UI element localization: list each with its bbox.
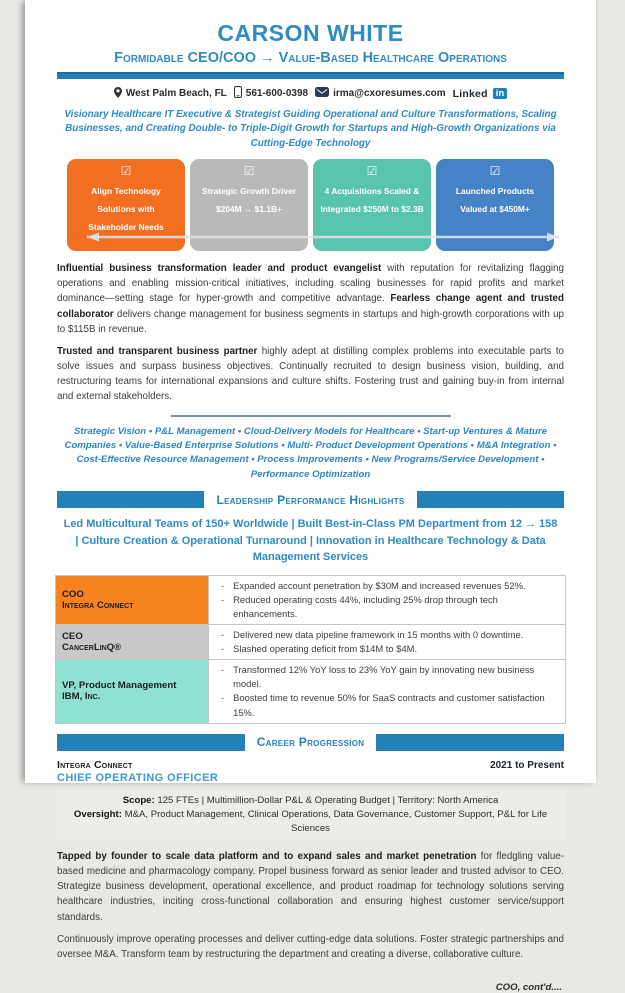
achievement-item: - Transformed 12% YoY loss to 23% YoY gain by innovating new business model.: [221, 664, 535, 690]
header-bar-left: [57, 491, 204, 508]
location-text: West Palm Beach, FL: [125, 88, 227, 99]
header-rule: [57, 72, 564, 79]
resume-page: [25, 0, 597, 993]
highlight-box-acquisitions: [313, 159, 431, 251]
oversight-line: Oversight: M&A, Product Management, Clinical Operations, Data Governance, Customer Support, P&L for Life Sciences: [73, 809, 548, 835]
highlight-boxes-row: [67, 159, 554, 251]
core-competencies: Strategic Vision • P&L Management • Cloud-Delivery Models for Healthcare • Start-up Ventures & Mature Companies • Value-Based Enterprise Solutions • Multi- Product Development Operations • M&A Integration • Cost-Effective Resource Management • Process Improvements • New Programs/Service Development • Performance Optimization: [64, 425, 557, 480]
role-title: CEO: [62, 631, 83, 643]
achievement-item: - Reduced operating costs 44%, including 25% drop through tech enhancements.: [221, 593, 498, 619]
phone-icon: [234, 86, 242, 101]
highlight-box-align-technology: [67, 159, 185, 251]
checkbox-icon: ☑: [120, 164, 132, 179]
email-icon: [315, 87, 329, 100]
email-text[interactable]: irma@cxoresumes.com: [333, 88, 446, 99]
highlights-table: [55, 575, 566, 724]
intro-statement: Visionary Healthcare IT Executive & Strategist Guiding Operational and Culture Transformations, Scaling Businesses, and Creating Double- to Triple-Digit Growth for Startups and High-Growth Organizations via Cutting-Edge Technology: [64, 109, 557, 149]
contact-phone: [234, 86, 308, 101]
job-header: [57, 759, 564, 771]
job-title: CHIEF OPERATING OFFICER: [57, 771, 219, 784]
employment-dates: 2021 to Present: [490, 759, 564, 771]
scope-line: Scope: 125 FTEs | Multimillion-Dollar P&L & Operating Budget | Territory: North America: [122, 794, 499, 806]
oversight-label: Oversight:: [73, 809, 122, 821]
leadership-statement: Led Multicultural Teams of 150+ Worldwide | Built Best-in-Class PM Department from 12 → 158 | Culture Creation & Operational Turnaround | Innovation in Healthcare Technology & Data Management Services: [63, 518, 558, 564]
role-cell-vp: [56, 660, 209, 723]
section-title: Leadership Performance Highlights: [216, 492, 405, 507]
highlight-box-label: Strategic Growth Driver $204M → $1.1B+: [201, 186, 296, 215]
employer-name: Integra Connect: [57, 758, 133, 771]
highlight-box-growth-driver: [190, 159, 308, 251]
career-section-header: [57, 734, 564, 751]
achievement-item: - Boosted time to revenue 50% for SaaS contracts and customer satisfaction 15%.: [221, 692, 545, 718]
linkedin-wordmark[interactable]: Linked: [452, 87, 488, 100]
header-bar-left: [57, 734, 245, 751]
highlight-box-label: Align Technology Solutions with Stakeholder Needs: [88, 186, 164, 233]
contact-location: [114, 87, 227, 101]
linkedin-link[interactable]: [453, 88, 508, 100]
checkbox-icon: ☑: [489, 164, 501, 179]
checkbox-icon: ☑: [366, 164, 378, 179]
location-pin-icon: [114, 87, 122, 101]
scope-label: Scope:: [122, 794, 155, 806]
achievements-cell: [209, 575, 566, 624]
candidate-name: CARSON WHITE: [217, 20, 404, 46]
role-company: CancerLinQ®: [62, 642, 122, 654]
career-paragraph-1: Tapped by founder to scale data platform and to expand sales and market penetration for fledgling value-based medicine and pharmacology company. Propel business forward as senior leader and trusted advisor to CEO. Strategize business development, operational excellence, and product roadmap for technology solutions serving healthcare industries, inciting cross-functional collaboration and ensuring highest customer service/support standards.: [57, 850, 564, 923]
continued-note: COO, cont'd....: [495, 982, 562, 993]
leadership-section-header: [57, 491, 564, 508]
header-bar-right: [417, 491, 564, 508]
achievement-item: - Slashed operating deficit from $14M to $4M.: [221, 643, 418, 655]
candidate-tagline: Formidable CEO/COO → Value-Based Healthcare Operations: [114, 50, 507, 66]
table-row: [56, 575, 566, 624]
role-company: Integra Connect: [62, 599, 134, 611]
career-paragraph-2: Continuously improve operating processes and deliver cutting-edge data solutions. Foster strategic partnerships and oversee M&A. Transform team by restructuring the department and creating a diverse, collaborative culture.: [57, 933, 564, 960]
role-title: VP, Product Management: [62, 680, 177, 692]
achievement-item: - Expanded account penetration by $30M and increased revenues 52%.: [221, 579, 526, 591]
table-row: [56, 660, 566, 723]
header-bar-right: [376, 734, 564, 751]
summary-paragraph-2: Trusted and transparent business partner highly adept at distilling complex problems into executable parts to solve issues and surpass business objectives. Continually recruited to design business vision, building, and restructuring teams for international expansions and culture shifts. Fostering trust and gaining buy-in from internal and external stakeholders.: [57, 345, 564, 403]
scope-box: [55, 790, 566, 841]
summary-bold-lead: Influential business transformation leader and product evangelist: [57, 263, 382, 275]
contact-bar: [55, 86, 566, 101]
role-title: COO: [62, 588, 84, 600]
checkbox-icon: ☑: [243, 164, 255, 179]
role-cell-ceo: [56, 625, 209, 660]
summary-paragraph-1: Influential business transformation leader and product evangelist with reputation for revitalizing flagging operations and enabling mission-critical initiatives, including scaling businesses for rapid profits and market dominance—setting stage for hyper-growth and competitive advantage. Fearless change agent and trusted collaborator delivers change management for business segments in startups and high-growth corporations with up to $115B in revenue.: [57, 263, 564, 335]
summary-bold-mid: Fearless change agent and trusted collaborator: [57, 293, 564, 320]
section-title: Career Progression: [256, 735, 365, 750]
section-divider: [171, 415, 451, 417]
career-bold-lead: Tapped by founder to scale data platform and to expand sales and market penetration: [57, 850, 477, 862]
highlight-box-label: 4 Acquisitions Scaled & Integrated $250M to $2.3B: [320, 186, 424, 215]
achievements-cell: [209, 660, 566, 723]
highlight-box-label: Launched Products Valued at $450M+: [455, 186, 535, 215]
table-row: [56, 625, 566, 660]
contact-email[interactable]: [315, 87, 446, 100]
linkedin-icon[interactable]: in: [493, 88, 507, 99]
role-company: IBM, Inc.: [62, 691, 101, 703]
highlight-box-launched-products: [436, 159, 554, 251]
summary-bold-lead: Trusted and transparent business partner: [57, 345, 258, 357]
achievement-item: - Delivered new data pipeline framework in 15 months with 0 downtime.: [221, 629, 524, 641]
role-cell-coo: [56, 575, 209, 624]
achievements-cell: [209, 625, 566, 660]
phone-text: 561-600-0398: [245, 88, 309, 99]
